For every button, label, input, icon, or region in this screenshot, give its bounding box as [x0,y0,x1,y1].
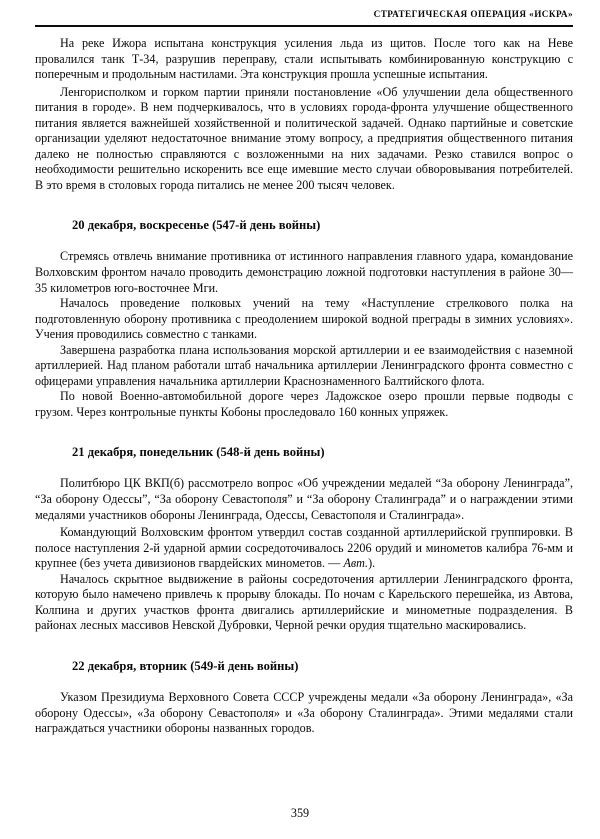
paragraph: Политбюро ЦК ВКП(б) рассмотрело вопрос «Об учреждении медалей “За оборону Ленинграда”, “За оборону Одессы”, “За оборону Севастополя” и “За оборону Сталинграда” и о награждении этими медалями участников обороны Ленинграда, Одессы, Севастополя и Сталинграда». [35,476,573,522]
heading-space-above [35,420,573,444]
paragraph: Началось проведение полковых учений на тему «Наступление стрелкового полка на подготовленную оборону противника с преодолением широкой водной преграды в зимних условиях». Учения проводились совместно с танками. [35,296,573,342]
page-number: 359 [290,806,310,820]
heading-space-above [35,193,573,217]
paragraph: Стремясь отвлечь внимание противника от истинного направления главного удара, командование Волховским фронтом начало проводить демонстрацию ложной подготовки наступления в районе 30—35 километров юго-восточнее Мги. [35,249,573,295]
day-heading: 21 декабря, понедельник (548-й день войны) [72,445,325,460]
day-heading: 20 декабря, воскресенье (547-й день войны) [72,218,321,233]
header-rule [35,25,573,27]
running-head: СТРАТЕГИЧЕСКАЯ ОПЕРАЦИЯ «ИСКРА» [373,9,573,19]
paragraph: Ленгорисполком и горком партии приняли постановление «Об улучшении дела общественного питания в городе». В нем подчеркивалось, что в условиях города-фронта улучшение общественного питания является важнейшей хозяйственной и политической задачей. Однако партийные и советские организации уделяют недостаточное внимание этому вопросу, а предприятия общественного питания далеко не полностью справляются с возложенными на них задачами. Резко ставился вопрос о необходимости решительно искоренить все еще имевшие место случаи обворовывания потребителей. В это время в столовых города питались не менее 200 тысяч человек. [35,84,573,192]
text-column [35,36,573,737]
day-heading: 22 декабря, вторник (549-й день войны) [72,658,299,673]
paragraph: Указом Президиума Верховного Совета СССР учреждены медали «За оборону Ленинграда», «За оборону Одессы», «За оборону Севастополя» и «За оборону Сталинграда». Этими медалями стали награждаться участники обороны названных городов. [35,689,573,736]
paragraph: Командующий Волховским фронтом утвердил состав созданной артиллерийской группировки. В полосе наступления 2-й ударной армии сосредоточивалось 2206 орудий и минометов калибра 76-мм и крупнее (без учета дивизионов гвардейских минометов. — Авт.). [35,525,573,571]
editorial-note: Авт. [343,556,369,571]
paragraph: По новой Военно-автомобильной дороге через Ладожское озеро прошли первые подводы с грузом. Через контрольные пункты Кобоны проследовало 160 конных упряжек. [35,389,573,419]
paragraph: Началось скрытное выдвижение в районы сосредоточения артиллерии Ленинградского фронта, которую было намечено привлечь к прорыву блокады. По ночам с Карельского перешейка, из Автова, Колпина и других участков фронта двигались артиллерийские и минометные подразделения. В районах лесных массивов Невской Дубровки, Черной речки орудия тщательно маскировались. [35,571,573,633]
heading-space-above [35,634,573,658]
heading-space-below [35,674,573,690]
heading-space-below [35,233,573,249]
paragraph: Завершена разработка плана использования морской артиллерии и ее взаимодействия с наземной артиллерией. Над планом работали штаб начальника артиллерии Ленинградского фронта совместно с офицерами управления начальника артиллерии Краснознаменного Балтийского флота. [35,342,573,388]
paragraph: На реке Ижора испытана конструкция усиления льда из щитов. После того как на Неве провалился танк Т-34, разрушив переправу, стали испытывать комбинированную конструкцию с поперечным и продольным настилами. Эта конструкция прошла успешные испытания. [35,36,573,82]
heading-space-below [35,460,573,476]
